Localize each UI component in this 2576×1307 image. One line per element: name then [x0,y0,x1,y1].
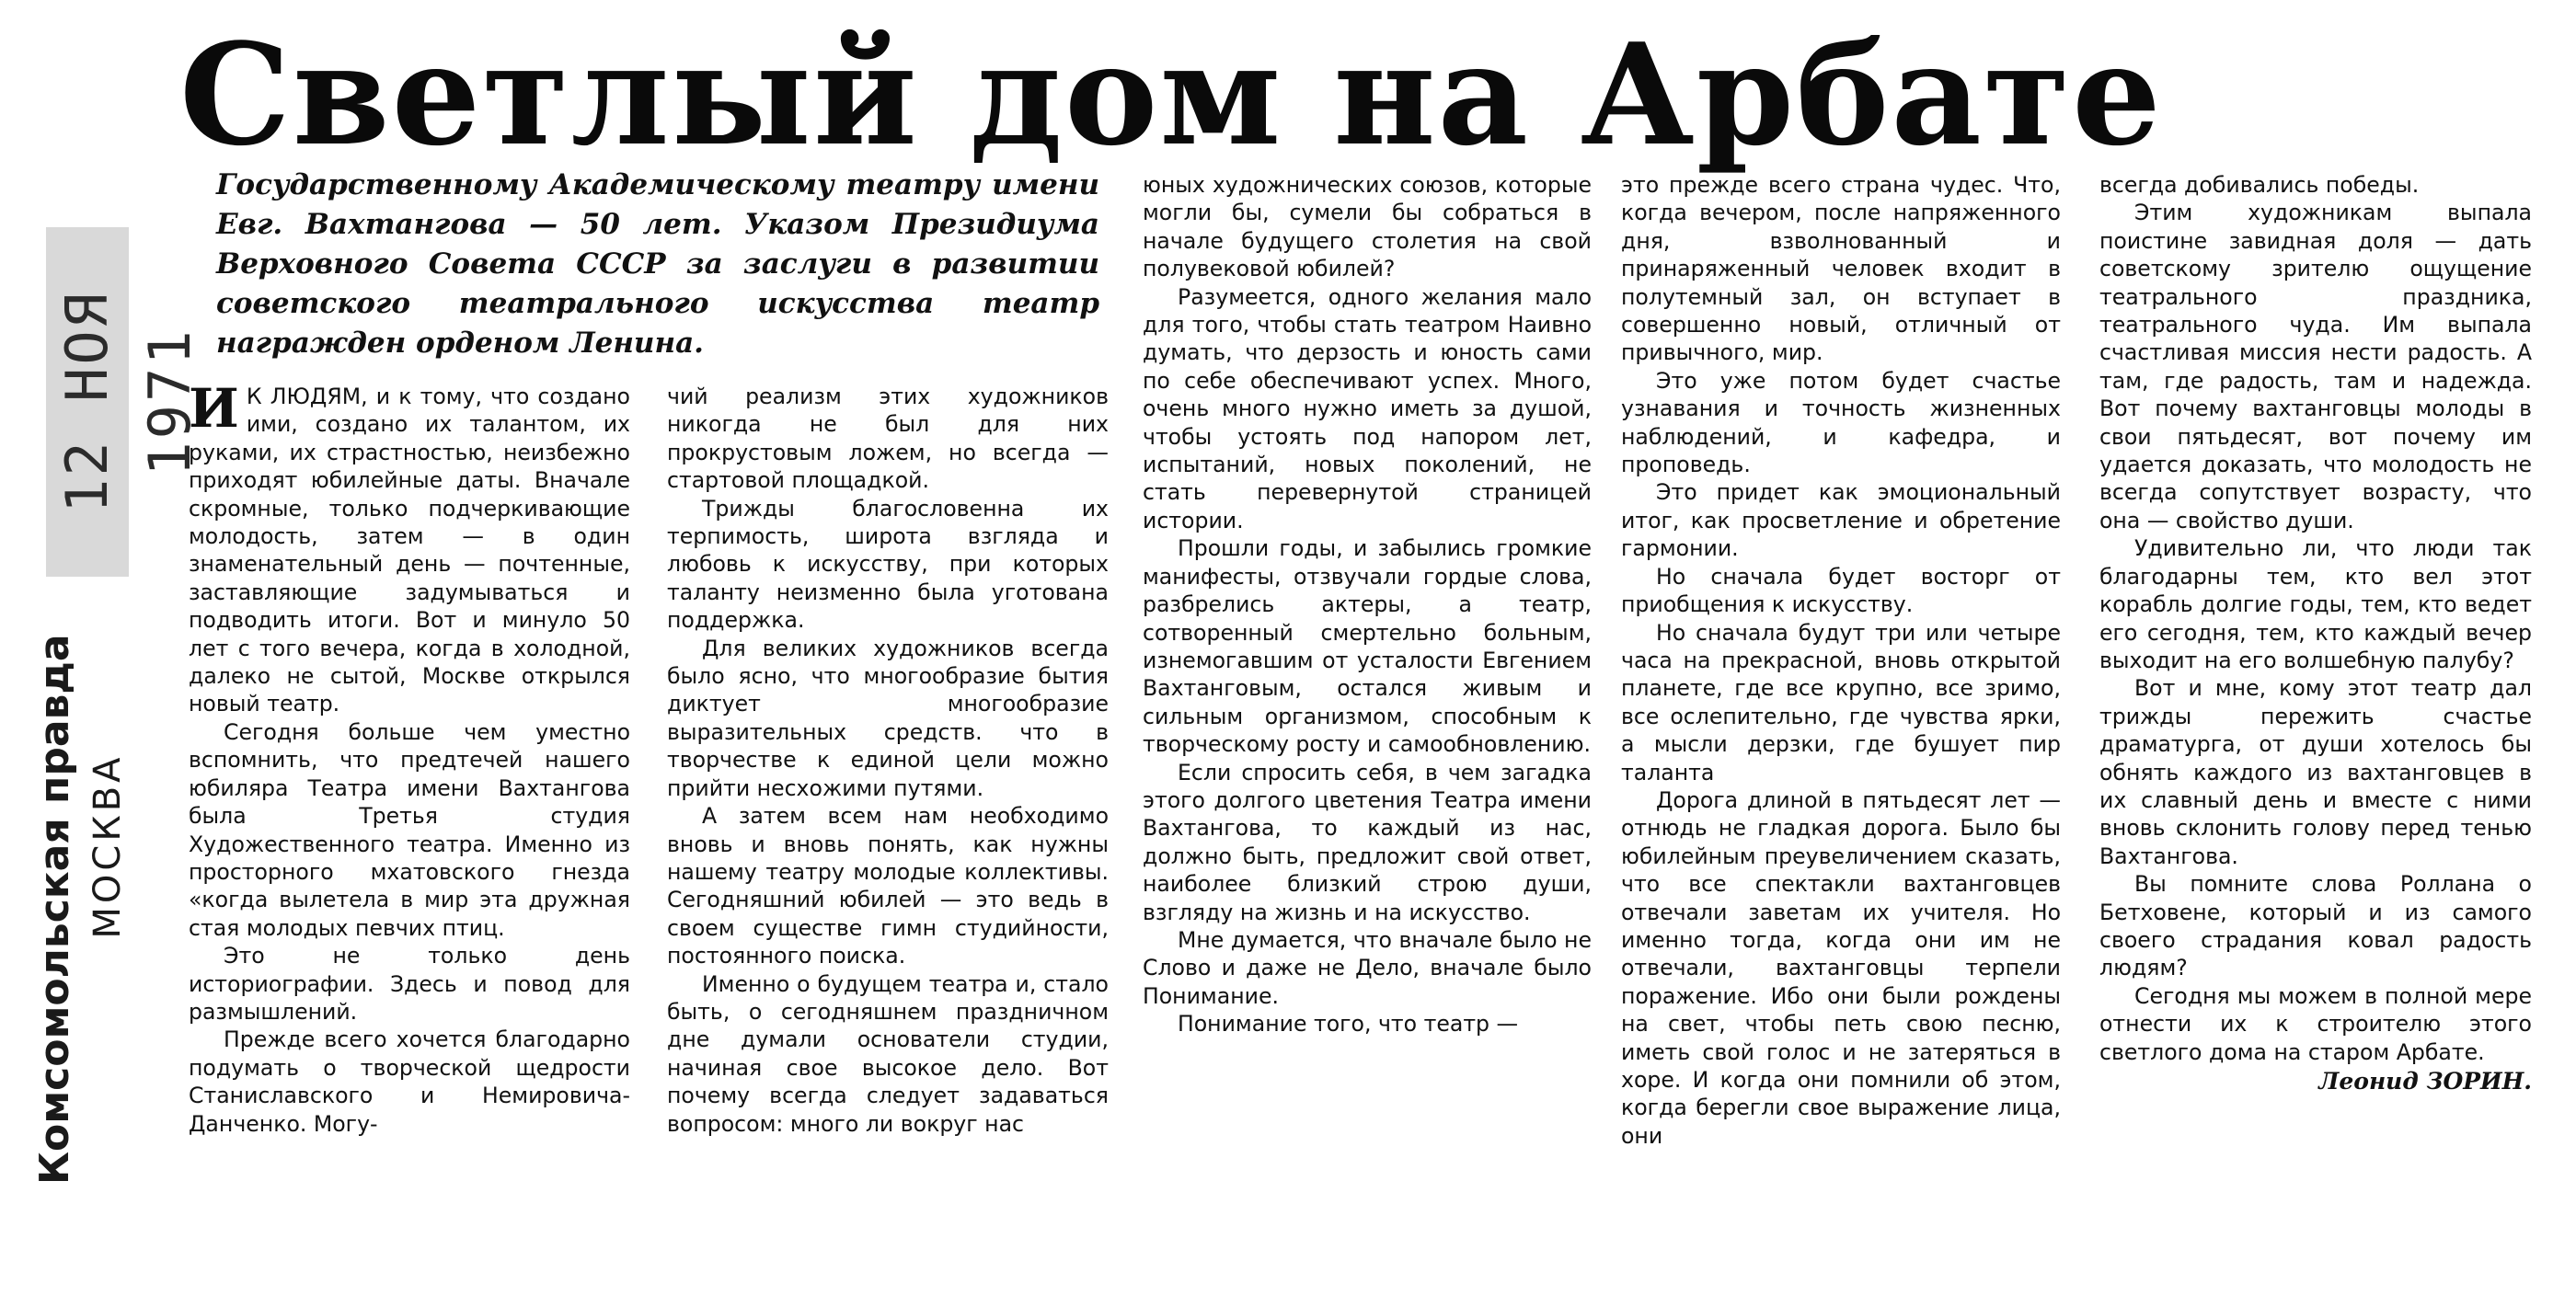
paragraph: Но сначала будут три или четыре часа на прекрасной, вновь открытой планете, где все крупно, все зримо, все ослепительно, где чувства ярки, а мысли дерзки, где бушует пир таланта [1621,619,2061,785]
paragraph: Удивительно ли, что люди так благодарны тем, кто вел этот корабль долгие годы, тем, кто ведет его сегодня, тем, кто каждый вечер выходит на его волшебную палубу? [2099,535,2532,673]
paragraph: Мне думается, что вначале было не Слово и даже не Дело, вначале было Понимание. [1143,926,1592,1009]
paragraph-text: К ЛЮДЯМ, и к тому, что создано ими, создано их талантом, их руками, их страстностью, неизбежно приходят юбилейные даты. Вначале скромные, только подчеркивающие молодость, затем — в один знаменательный день — почтенные, заставляющие задумываться и подводить итоги. Вот и минуло 50 лет с того вечера, когда в холодной, далеко не сытой, Москве открылся новый театр. [189,384,630,717]
paragraph: это прежде всего страна чудес. Что, когда вечером, после напряженного дня, взволнованный и принаряженный человек входит в полутемный зал, он вступает в совершенно новый, отличный от привычного, мир. [1621,172,2061,366]
paragraph: юных художнических союзов, которые могли бы, сумели бы собраться в начале будущего столетия на свой полувековой юбилей? [1143,172,1592,282]
paragraph: Вот и мне, кому этот театр дал трижды пережить счастье драматурга, от души хотелось бы обнять каждого из вахтанговцев в их славный день и вместе с ними вновь склонить голову перед тенью Вахтангова. [2099,675,2532,869]
paragraph: Если спросить себя, в чем загадка этого долгого цветения Театра имени Вахтангова, то каждый из нас, должно быть, предложит свой ответ, наиболее близкий строю души, взгляду на жизнь и на искусство. [1143,759,1592,925]
paragraph: Прежде всего хочется благодарно подумать о творческой щедрости Станиславского и Немировича-Данченко. Могу- [189,1026,630,1137]
paragraph: Этим художникам выпала поистине завидная доля — дать советскому зрителю ощущение театрального праздника, театрального чуда. Им выпала счастливая миссия нести радость. А там, где радость, там и надежда. Вот почему вахтанговцы молоды в свои пятьдесят, вот почему им удается доказать, что молодость не всегда сопутствует возрасту, что она — свойство души. [2099,200,2532,533]
date-stamp: 12 НОЯ 1971 [46,227,129,577]
author-signature: Леонид ЗОРИН. [2318,1068,2532,1095]
drop-cap: И [189,377,239,440]
paragraph: Это уже потом будет счастье узнавания и точность жизненных наблюдений, и кафедра, и проповедь. [1621,367,2061,478]
paragraph: Именно о будущем театра и, стало быть, о сегодняшнем праздничном дне думали основатели студии, начиная свое высокое дело. Вот почему всегда следует задаваться вопросом: много ли вокруг нас [667,970,1109,1137]
paragraph: Вы помните слова Роллана о Бетховене, который и из самого своего страдания ковал радость людям? [2099,871,2532,981]
paragraph: Сегодня мы можем в полной мере отнести их к строителю этого светлого дома на старом Арбате. [2099,982,2532,1065]
paragraph: Прошли годы, и забылись громкие манифесты, отзвучали гордые слова, разбрелись актеры, а театр, сотворенный смертельно больным, изнемогавшим от усталости Евгением Вахтанговым, остался живым и сильным организмом, способным к творческому росту и самообновлению. [1143,535,1592,758]
paragraph: Это придет как эмоциональный итог, как просветление и обретение гармонии. [1621,479,2061,562]
lead-paragraph: Государственному Академическому театру имени Евг. Вахтангова — 50 лет. Указом Президиума Верховного Совета СССР за заслуги в развитии советского театрального искусства театр награжден орденом Ленина. [216,168,1099,360]
article-column-4 [1621,171,2061,1150]
article-column-1 [189,377,630,1138]
paragraph: Трижды благословенна их терпимость, широта взгляда и любовь к искусству, при которых таланту неизменно была уготована поддержка. [667,495,1109,634]
paragraph: Для великих художников всегда было ясно, что многообразие бытия диктует многообразие выразительных средств. что в творчестве к единой цели можно прийти несхожими путями. [667,635,1109,801]
article-column-3 [1143,171,1592,1038]
paragraph: Это не только день историографии. Здесь и повод для размышлений. [189,943,630,1025]
paragraph: всегда добивались победы. [2099,172,2420,198]
newspaper-name-stamp: Комсомольская правда [31,634,78,1185]
paragraph: А затем всем нам необходимо вновь и вновь понять, как нужны нашему театру молодые коллективы. Сегодняшний юбилей — это ведь в своем существе гимн студийности, постоянного поиска. [667,803,1109,969]
city-stamp: МОСКВА [86,753,129,939]
article-column-5 [2099,171,2532,1095]
paragraph: Сегодня больше чем уместно вспомнить, что предтечей нашего юбиляра Театра имени Вахтангова была Третья студия Художественного театра. Именно из просторного мхатовского гнезда «когда вылетела в мир эта дружная стая молодых певчих птиц. [189,718,630,941]
headline: Светлый дом на Арбате [179,12,2163,177]
paragraph [189,377,630,718]
paragraph: Понимание того, что театр — [1178,1011,1519,1038]
paragraph: Дорога длиной в пятьдесят лет — отнюдь не гладкая дорога. Было бы юбилейным преувеличением сказать, что все спектакли вахтанговцев отвечали заветам их учителя. Но именно тогда, когда они им не отвечали, вахтанговцы терпели поражение. Ибо они были рождены на свет, чтобы петь свою песню, иметь свой голос и не затеряться в хоре. И когда они помнили об этом, когда берегли свое выражение лица, они [1621,786,2061,1149]
article-column-2 [667,383,1109,1138]
paragraph: чий реализм этих художников никогда не был для них прокрустовым ложем, но всегда — стартовой площадкой. [667,384,1109,494]
paragraph: Но сначала будет восторг от приобщения к искусству. [1621,563,2061,618]
paragraph: Разумеется, одного желания мало для того, чтобы стать театром Наивно думать, что дерзость и юность сами по себе обеспечивают успех. Много, очень много нужно иметь за душой, чтобы устоять под напором лет, испытаний, новых поколений, не стать перевернутой страницей истории. [1143,283,1592,533]
